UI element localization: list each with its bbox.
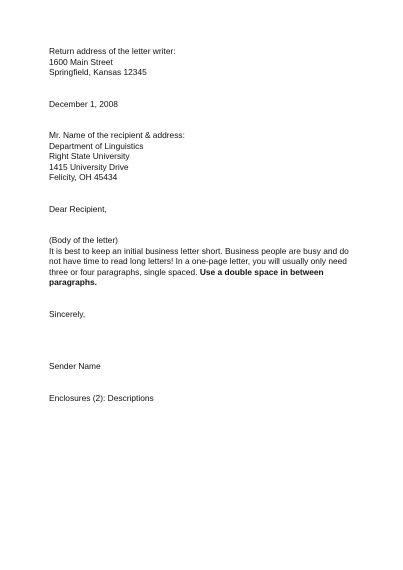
return-address-city: Springfield, Kansas 12345 [49,67,147,77]
enclosures: Enclosures (2): Descriptions [49,392,154,403]
sender-name: Sender Name [49,361,101,371]
recipient-street: 1415 University Drive [49,161,129,172]
recipient-label: Mr. Name of the recipient & address: [49,130,185,140]
body-paragraph [49,246,349,288]
recipient-department: Department of Linguistics [49,140,144,151]
salutation: Dear Recipient, [49,203,107,214]
body-heading: (Body of the letter) [49,235,118,245]
return-address-street: 1600 Main Street [49,56,113,67]
return-address-label: Return address of the letter writer: [49,46,176,56]
business-letter [49,46,349,403]
recipient-university: Right State University [49,151,130,161]
recipient-city: Felicity, OH 45434 [49,172,118,182]
body-emphasis: Use a double space in between paragraphs. [49,266,324,287]
closing: Sincerely, [49,308,86,319]
body-text: It is best to keep an initial business letter short. Business people are busy and do not have time to read long letters! In a one-page letter, you will usually only need three or four paragraphs, single spaced. [49,245,349,277]
letter-date: December 1, 2008 [49,98,118,109]
